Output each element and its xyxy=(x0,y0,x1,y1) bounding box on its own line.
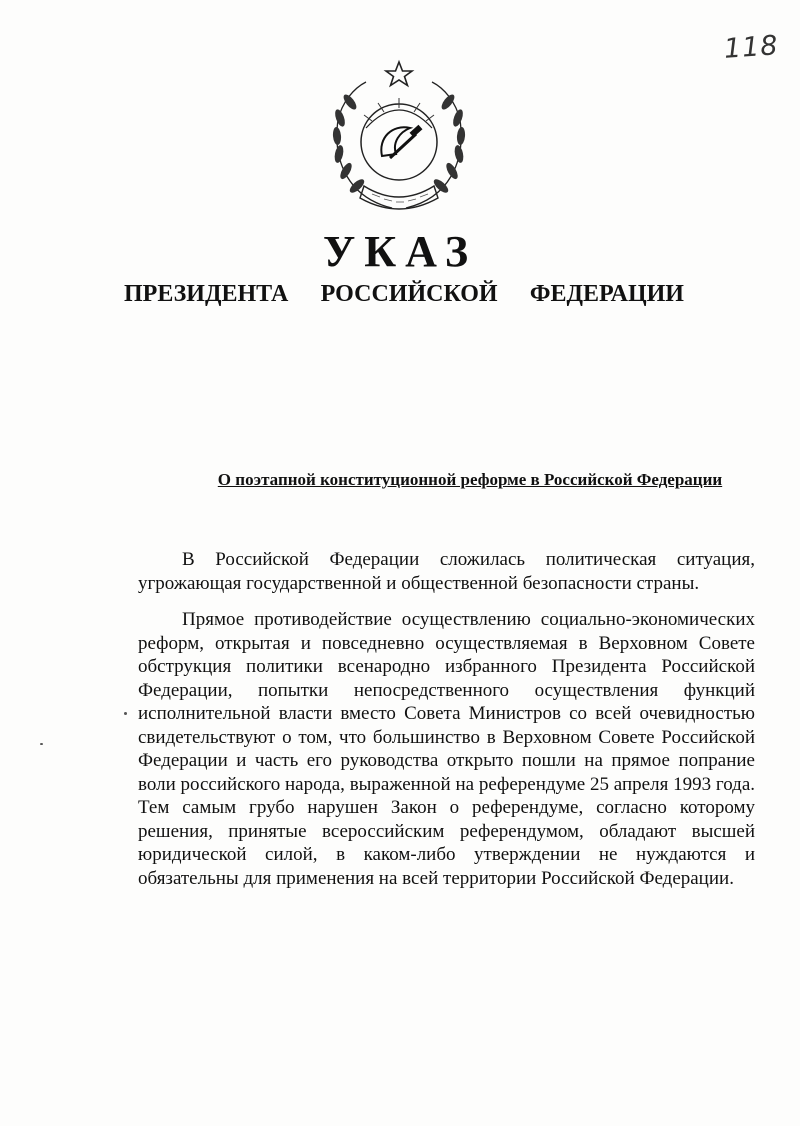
subtitle-word: РОССИЙСКОЙ xyxy=(320,281,498,307)
paragraph: Прямое противодействие осуществлению социально-экономических реформ, открытая и повседневно осуществляемая в Верховном Совете обструкция политики всенародно избранного Президента Российской Федерации, попытки непосредственного осуществления функций исполнительной власти вместо Совета Министров со всей очевидностью свидетельствуют о том, что большинство в Верховном Совете Российской Федерации и часть его руководства открыто пошли на прямое попрание воли российского народа, выраженной на референдуме 25 апреля 1993 года. Тем самым грубо нарушен Закон о референдуме, согласно которому решения, принятые всероссийским референдумом, обладают высшей юридической силой, в каком-либо утверждении не нуждаются и обязательны для применения на всей территории Российской Федерации. xyxy=(138,609,755,889)
document-subtitle xyxy=(124,281,684,308)
decree-heading: О поэтапной конституционной реформе в Российской Федерации xyxy=(217,470,723,489)
document-title: УКАЗ xyxy=(322,227,478,276)
rsfsr-coat-of-arms-icon xyxy=(320,58,478,218)
handwritten-page-number: 118 xyxy=(722,30,780,65)
decree-body xyxy=(138,548,755,903)
subtitle-word: ПРЕЗИДЕНТА xyxy=(124,281,289,307)
scan-speck xyxy=(124,712,127,715)
subtitle-word: ФЕДЕРАЦИИ xyxy=(529,281,684,307)
scan-speck xyxy=(40,743,43,745)
paragraph: В Российской Федерации сложилась политическая ситуация, угрожающая государственной и общественной безопасности страны. xyxy=(138,549,755,594)
